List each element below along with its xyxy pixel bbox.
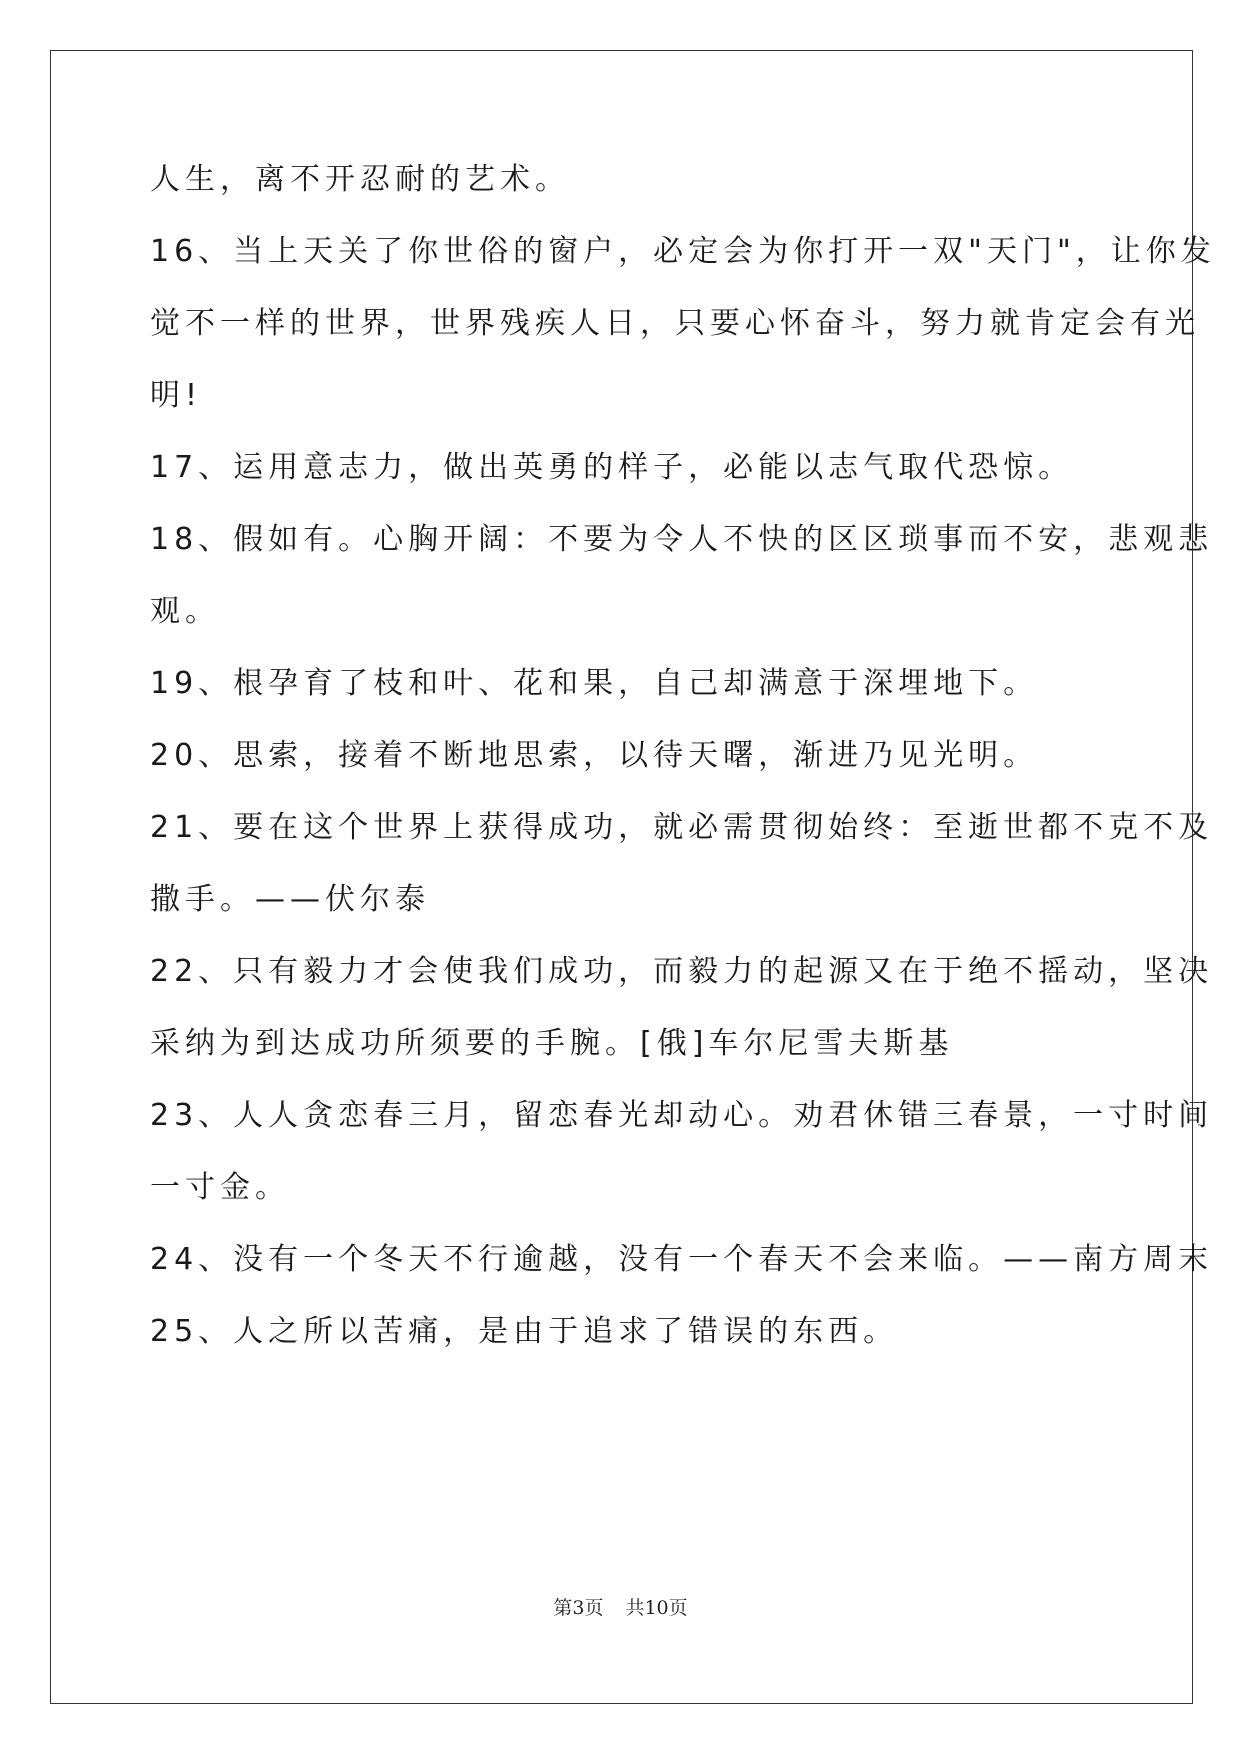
text-line: 20、思索，接着不断地思索，以待天曙，渐进乃见光明。 (150, 738, 1039, 773)
text-line: 明! (150, 378, 203, 413)
text-line: 23、人人贪恋春三月，留恋春光却动心。劝君休错三春景，一寸时间 (150, 1098, 1214, 1133)
page-footer (0, 1596, 1241, 1620)
page-total: 共10页 (625, 1597, 688, 1619)
text-line: 18、假如有。心胸开阔：不要为令人不快的区区琐事而不安，悲观悲 (150, 522, 1214, 557)
text-line: 21、要在这个世界上获得成功，就必需贯彻始终：至逝世都不克不及 (150, 810, 1214, 845)
text-line: 观。 (150, 594, 220, 629)
page-border (50, 50, 1193, 1704)
text-line: 16、当上天关了你世俗的窗户，必定会为你打开一双"天门"，让你发 (150, 234, 1216, 269)
text-line: 一寸金。 (150, 1170, 290, 1205)
text-line: 22、只有毅力才会使我们成功，而毅力的起源又在于绝不摇动，坚决 (150, 954, 1214, 989)
text-line: 觉不一样的世界，世界残疾人日，只要心怀奋斗，努力就肯定会有光 (150, 306, 1200, 341)
text-line: 撒手。——伏尔泰 (150, 882, 430, 917)
page-number: 第3页 (553, 1597, 604, 1619)
text-line: 25、人之所以苦痛，是由于追求了错误的东西。 (150, 1314, 899, 1349)
text-line: 24、没有一个冬天不行逾越，没有一个春天不会来临。——南方周末 (150, 1242, 1214, 1277)
text-line: 19、根孕育了枝和叶、花和果，自己却满意于深埋地下。 (150, 666, 1039, 701)
text-line: 人生，离不开忍耐的艺术。 (150, 162, 570, 197)
text-line: 采纳为到达成功所须要的手腕。[俄]车尔尼雪夫斯基 (150, 1026, 954, 1061)
text-line: 17、运用意志力，做出英勇的样子，必能以志气取代恐惊。 (150, 450, 1074, 485)
